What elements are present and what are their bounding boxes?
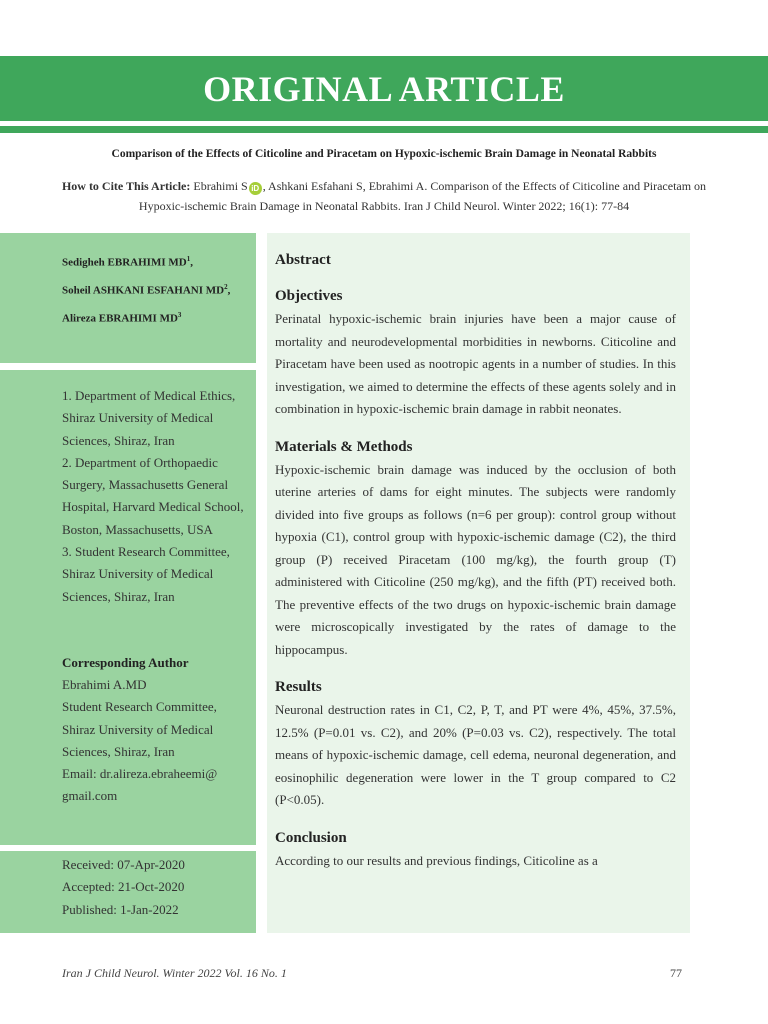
objectives-text: Perinatal hypoxic-ischemic brain injuries have been a major cause of mortality and neurodevelopmental morbidities in newborns. Citicoline and Piracetam have been used as nootropic agents in a number of studies. In this investigation, we aimed to determine the effects of these agents solely and in combination in hypoxic-ischemic brain damage in rabbit neonates.: [275, 311, 676, 416]
article-type-title: ORIGINAL ARTICLE: [203, 68, 565, 109]
corresponding-author-email[interactable]: Email: dr.alireza.ebraheemi@ gmail.com: [62, 766, 218, 804]
citation-first-author: Ebrahimi S: [193, 179, 248, 193]
corresponding-author-name: Ebrahimi A.MD: [62, 676, 147, 692]
author-name: Alireza EBRAHIMI $MD^3$: [62, 311, 182, 325]
article-type-banner: [0, 56, 768, 121]
received-date: Received: 07-Apr-2020: [62, 857, 185, 872]
accepted-date: Accepted: 21-Oct-2020: [62, 879, 185, 895]
citation-block: [50, 176, 718, 216]
author-name: Soheil ASHKANI ESFAHANI $MD^2$,: [62, 283, 231, 297]
corresponding-author-heading: Corresponding Author: [62, 654, 189, 670]
conclusion-text: According to our results and previous findings, Citicoline as a: [275, 852, 598, 868]
authors-panel: [0, 233, 256, 363]
affiliations-panel: [0, 370, 256, 845]
abstract-heading: Abstract: [275, 252, 331, 268]
article-title: Comparison of the Effects of Citicoline and Piracetam on Hypoxic-ischemic Brain Damage in Neonatal Rabbits: [111, 148, 657, 160]
methods-text: Hypoxic-ischemic brain damage was induced by the occlusion of both uterine arteries of dams for eight minutes. The subjects were randomly divided into five groups as follows (n=6 per group): control group without hypoxia (C1), control group with hypoxic-ischemic damage (C2), the third group (P) received Piracetam (100 mg/kg), the fourth group (T) administered with Citicoline (250 mg/kg), and the fifth (PT) received both. The preventive effects of the two drugs on hypoxic-ischemic brain damage were microscopically investigated by the rates of damage to the hippocampus.: [275, 461, 676, 657]
published-date: Published: 1-Jan-2022: [62, 901, 179, 917]
conclusion-heading: Conclusion: [275, 829, 347, 846]
affiliation-item: 1. Department of Medical Ethics, Shiraz University of Medical Sciences, Shiraz, Iran: [62, 388, 236, 448]
citation-label: How to Cite This Article:: [61, 179, 191, 193]
abstract-panel: [267, 233, 690, 933]
methods-heading: Materials & Methods: [275, 438, 413, 455]
citation-text: , Ashkani Esfahani S, Ebrahimi A. Comparison of the Effects of Citicoline and Piracetam on Hypoxic-ischemic Brain Damage in Neonatal Rabbits. Iran J Child Neurol. Winter 2022; 16(1): 77-84: [138, 179, 707, 213]
corresponding-author-address: Student Research Committee, Shiraz University of Medical Sciences, Shiraz, Iran: [62, 699, 217, 759]
affiliation-item: 3. Student Research Committee, Shiraz University of Medical Sciences, Shiraz, Iran: [62, 544, 230, 604]
affiliation-item: 2. Department of Orthopaedic Surgery, Massachusetts General Hospital, Harvard Medical School, Boston, Massachusetts, USA: [62, 454, 244, 537]
results-heading: Results: [275, 679, 322, 695]
objectives-heading: Objectives: [275, 288, 343, 304]
journal-footer: Iran J Child Neurol. Winter 2022 Vol. 16 No. 1: [62, 966, 287, 980]
orcid-icon[interactable]: iD: [249, 182, 262, 195]
page-number: 77: [670, 966, 682, 980]
author-name: Sedigheh EBRAHIMI $MD^1$,: [62, 255, 193, 269]
banner-divider: [0, 126, 768, 133]
results-text: Neuronal destruction rates in C1, C2, P, T, and PT were 4%, 45%, 37.5%, 12.5% (P=0.01 vs. C2), and 20% (P=0.03 vs. C2), respectively. The total means of hypoxic-ischemic damage, cell edema, neuronal degeneration, and eosinophilic degeneration were lower in the T group compared to C2 (P<0.05).: [275, 702, 676, 807]
dates-panel: [0, 851, 256, 933]
